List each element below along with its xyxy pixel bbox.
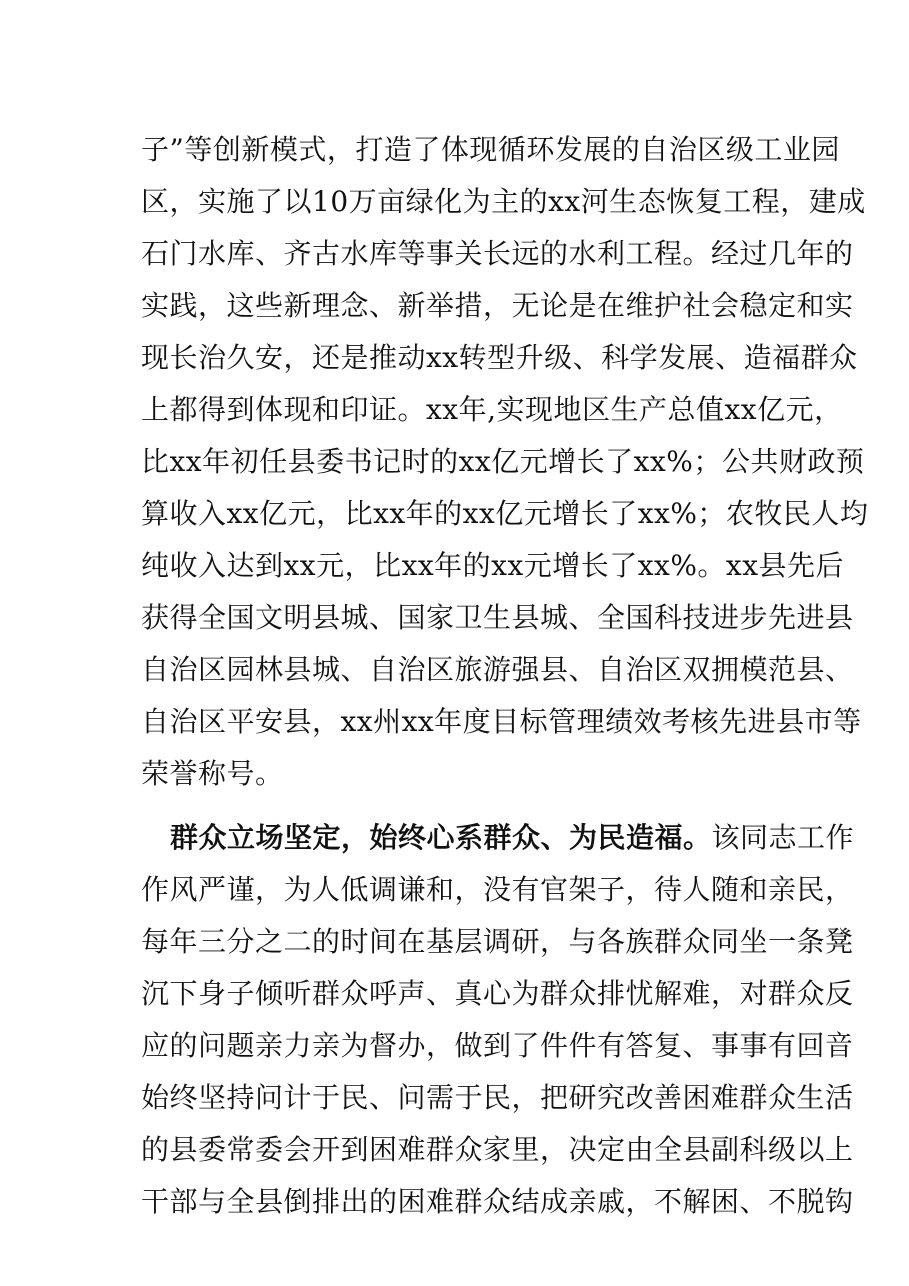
text-line: 获得全国文明县城、国家卫生县城、全国科技进步先进县 (141, 601, 854, 634)
text-line: 的县委常委会开到困难群众家里，决定由全县副科级以上 (141, 1133, 854, 1166)
text-line: 实践，这些新理念、新举措，无论是在维护社会稳定和实 (141, 289, 854, 322)
text-line: 沉下身子倾听群众呼声、真心为群众排忧解难，对群众反 (141, 977, 854, 1010)
text-line: 作风严谨，为人低调谦和，没有官架子，待人随和亲民， (141, 873, 854, 906)
text-line: 荣誉称号。 (141, 757, 284, 790)
heading-line-rest: 该同志工作 (711, 821, 855, 854)
text-line: 每年三分之二的时间在基层调研，与各族群众同坐一条凳 (141, 925, 854, 958)
text-line: 始终坚持问计于民、问需于民，把研究改善困难群众生活 (141, 1081, 854, 1114)
paragraph-heading: 群众立场坚定，始终心系群众、为民造福。 (170, 821, 712, 854)
text-line: 应的问题亲力亲为督办，做到了件件有答复、事事有回音 (141, 1029, 854, 1062)
text-line: 干部与全县倒排出的困难群众结成亲戚，不解困、不脱钩 (141, 1185, 854, 1218)
text-line: 纯收入达到xx元，比xx年的xx元增长了xx%。xx县先后 (141, 549, 845, 582)
text-line: 自治区园林县城、自治区旅游强县、自治区双拥模范县、 (141, 653, 854, 686)
text-line: 子”等创新模式，打造了体现循环发展的自治区级工业园 (141, 133, 840, 166)
text-line: 区，实施了以10万亩绿化为主的xx河生态恢复工程，建成 (141, 185, 866, 218)
text-line: 现长治久安，还是推动xx转型升级、科学发展、造福群众 (141, 341, 858, 374)
text-line: 自治区平安县，xx州xx年度目标管理绩效考核先进县市等 (141, 705, 862, 738)
text-line: 上都得到体现和印证。xx年,实现地区生产总值xx亿元， (141, 393, 843, 426)
text-line: 算收入xx亿元，比xx年的xx亿元增长了xx%；农牧民人均 (141, 497, 869, 530)
text-line: 石门水库、齐古水库等事关长远的水利工程。经过几年的 (141, 237, 854, 270)
paragraph-heading-line (170, 816, 855, 860)
text-line: 比xx年初任县委书记时的xx亿元增长了xx%；公共财政预 (141, 445, 865, 478)
